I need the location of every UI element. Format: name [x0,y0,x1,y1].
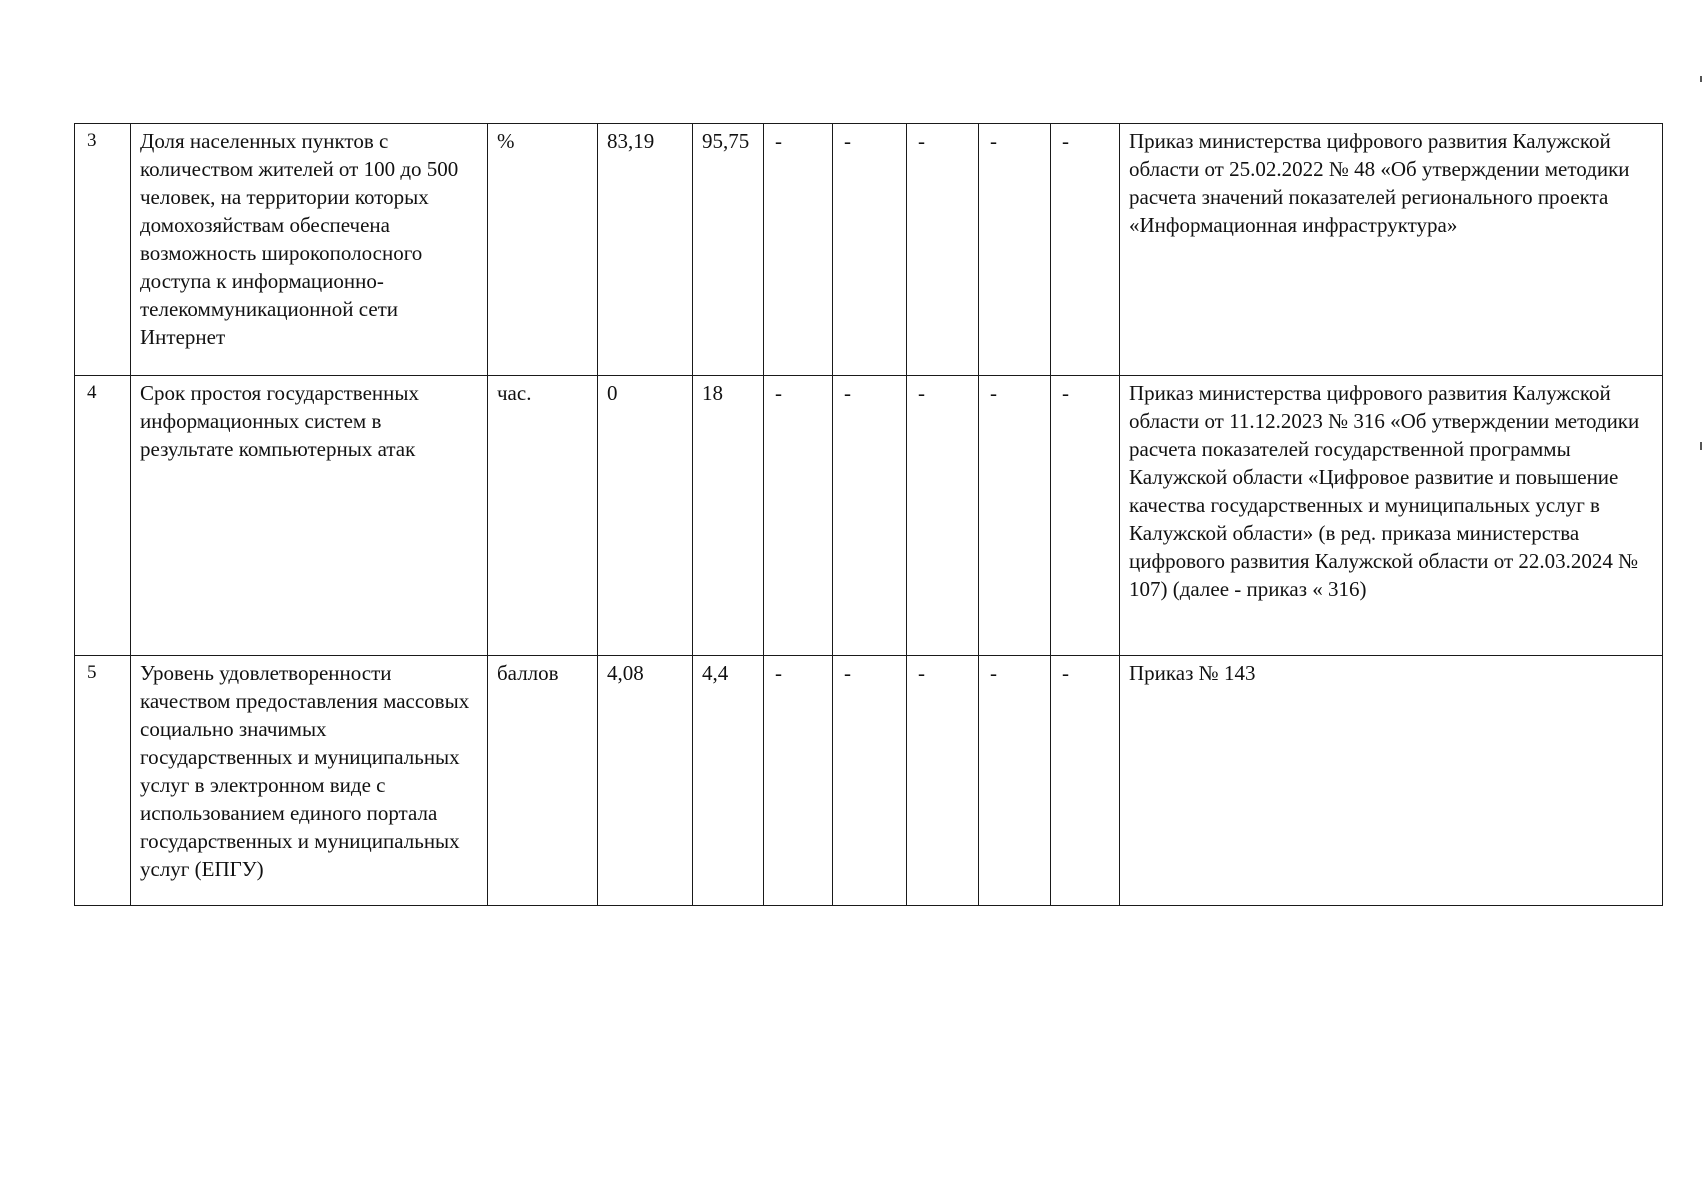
source-document-cell: Приказ министерства цифрового развития Калужской области от 25.02.2022 № 48 «Об утверждении методики расчета значений показателей регионального проекта «Информационная инфраструктура» [1120,124,1663,376]
value-cell-1: - [764,656,833,906]
indicators-table [74,123,1663,906]
value-cell-2: - [833,656,907,906]
indicator-name: Срок простоя государственных информационных систем в результате компьютерных атак [131,376,488,656]
row-number: 4 [75,376,131,656]
value-cell-4: - [979,124,1051,376]
value-cell-5: - [1051,124,1120,376]
value-cell-3: - [907,376,979,656]
value-cell-1: - [764,124,833,376]
row-number: 5 [75,656,131,906]
target-value-cell: 95,75 [693,124,764,376]
indicator-name: Уровень удовлетворенности качеством предоставления массовых социально значимых государственных и муниципальных услуг в электронном виде с использованием единого портала государственных и муниципальных услуг (ЕПГУ) [131,656,488,906]
value-cell-3: - [907,656,979,906]
value-cell-5: - [1051,376,1120,656]
value-cell-4: - [979,376,1051,656]
table-row [75,656,1663,906]
scan-mark-middle [1700,442,1702,450]
source-document-cell: Приказ министерства цифрового развития Калужской области от 11.12.2023 № 316 «Об утверждении методики расчета показателей государственной программы Калужской области «Цифровое развитие и повышение качества государственных и муниципальных услуг в Калужской области» (в ред. приказа министерства цифрового развития Калужской области от 22.03.2024 № 107) (далее - приказ « 316) [1120,376,1663,656]
base-value-cell: 83,19 [598,124,693,376]
value-cell-4: - [979,656,1051,906]
target-value-cell: 4,4 [693,656,764,906]
table-row [75,124,1663,376]
table-row [75,376,1663,656]
source-document-cell: Приказ № 143 [1120,656,1663,906]
unit-cell: час. [488,376,598,656]
scan-mark-top [1700,76,1702,82]
value-cell-2: - [833,376,907,656]
unit-cell: баллов [488,656,598,906]
unit-cell: % [488,124,598,376]
value-cell-5: - [1051,656,1120,906]
value-cell-1: - [764,376,833,656]
base-value-cell: 0 [598,376,693,656]
value-cell-3: - [907,124,979,376]
value-cell-2: - [833,124,907,376]
indicator-name: Доля населенных пунктов с количеством жителей от 100 до 500 человек, на территории которых домохозяйствам обеспечена возможность широкополосного доступа к информационно-телекоммуникационной сети Интернет [131,124,488,376]
target-value-cell: 18 [693,376,764,656]
base-value-cell: 4,08 [598,656,693,906]
row-number: 3 [75,124,131,376]
